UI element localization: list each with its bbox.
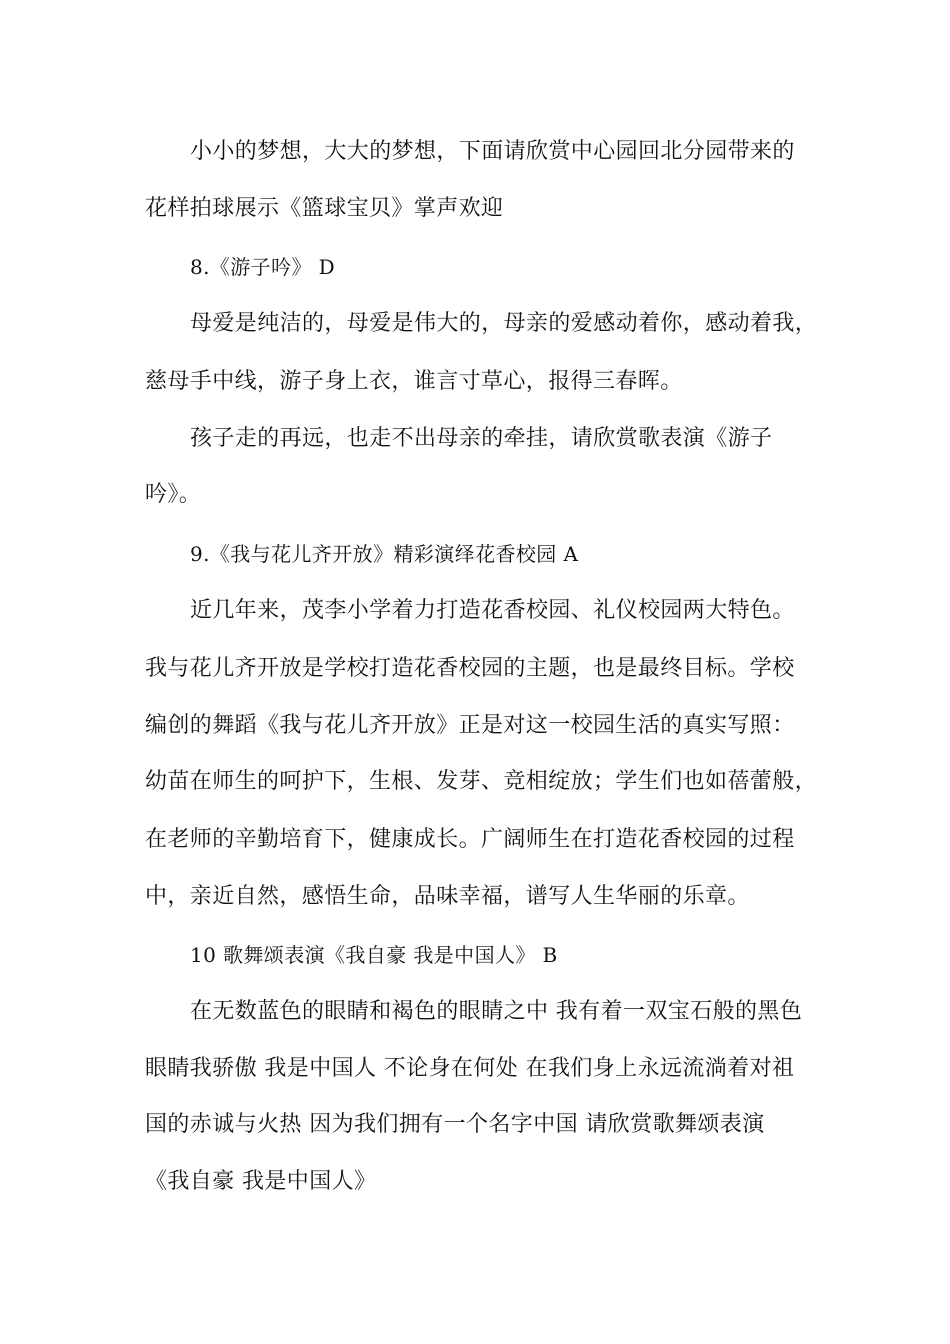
paragraph-line: 花样拍球展示《篮球宝贝》掌声欢迎 — [145, 196, 504, 221]
paragraph-line: 在无数蓝色的眼睛和褐色的眼睛之中 我有着一双宝石般的黑色 — [190, 999, 803, 1024]
paragraph-line: 编创的舞蹈《我与花儿齐开放》正是对这一校园生活的真实写照： — [145, 713, 795, 738]
paragraph-line: 国的赤诚与火热 因为我们拥有一个名字中国 请欣赏歌舞颂表演 — [145, 1112, 765, 1137]
paragraph-line: 慈母手中线，游子身上衣，谁言寸草心，报得三春晖。 — [145, 369, 683, 394]
paragraph-line: 在老师的辛勤培育下，健康成长。广阔师生在打造花香校园的过程 — [145, 827, 795, 852]
program-heading: 10 歌舞颂表演《我自豪 我是中国人》 B — [190, 943, 558, 967]
paragraph-line: 母爱是纯洁的，母爱是伟大的，母亲的爱感动着你，感动着我， — [190, 311, 818, 336]
paragraph-line: 幼苗在师生的呵护下，生根、发芽、竞相绽放；学生们也如蓓蕾般， — [145, 769, 818, 794]
paragraph-line: 中，亲近自然，感悟生命，品味幸福，谱写人生华丽的乐章。 — [145, 884, 750, 909]
paragraph-line: 吟》。 — [145, 482, 202, 507]
paragraph-line: 孩子走的再远，也走不出母亲的牵挂，请欣赏歌表演《游子 — [190, 426, 773, 451]
program-heading: 9.《我与花儿齐开放》精彩演绎花香校园 A — [190, 542, 579, 566]
paragraph-line: 近几年来，茂李小学着力打造花香校园、礼仪校园两大特色。 — [190, 598, 795, 623]
paragraph-line: 小小的梦想，大大的梦想，下面请欣赏中心园回北分园带来的 — [190, 139, 795, 164]
paragraph-line: 我与花儿齐开放是学校打造花香校园的主题，也是最终目标。学校 — [145, 656, 795, 681]
paragraph-line: 《我自豪 我是中国人》 — [145, 1169, 377, 1194]
paragraph-line: 眼睛我骄傲 我是中国人 不论身在何处 在我们身上永远流淌着对祖 — [145, 1056, 795, 1081]
program-heading: 8.《游子吟》 D — [190, 255, 336, 279]
